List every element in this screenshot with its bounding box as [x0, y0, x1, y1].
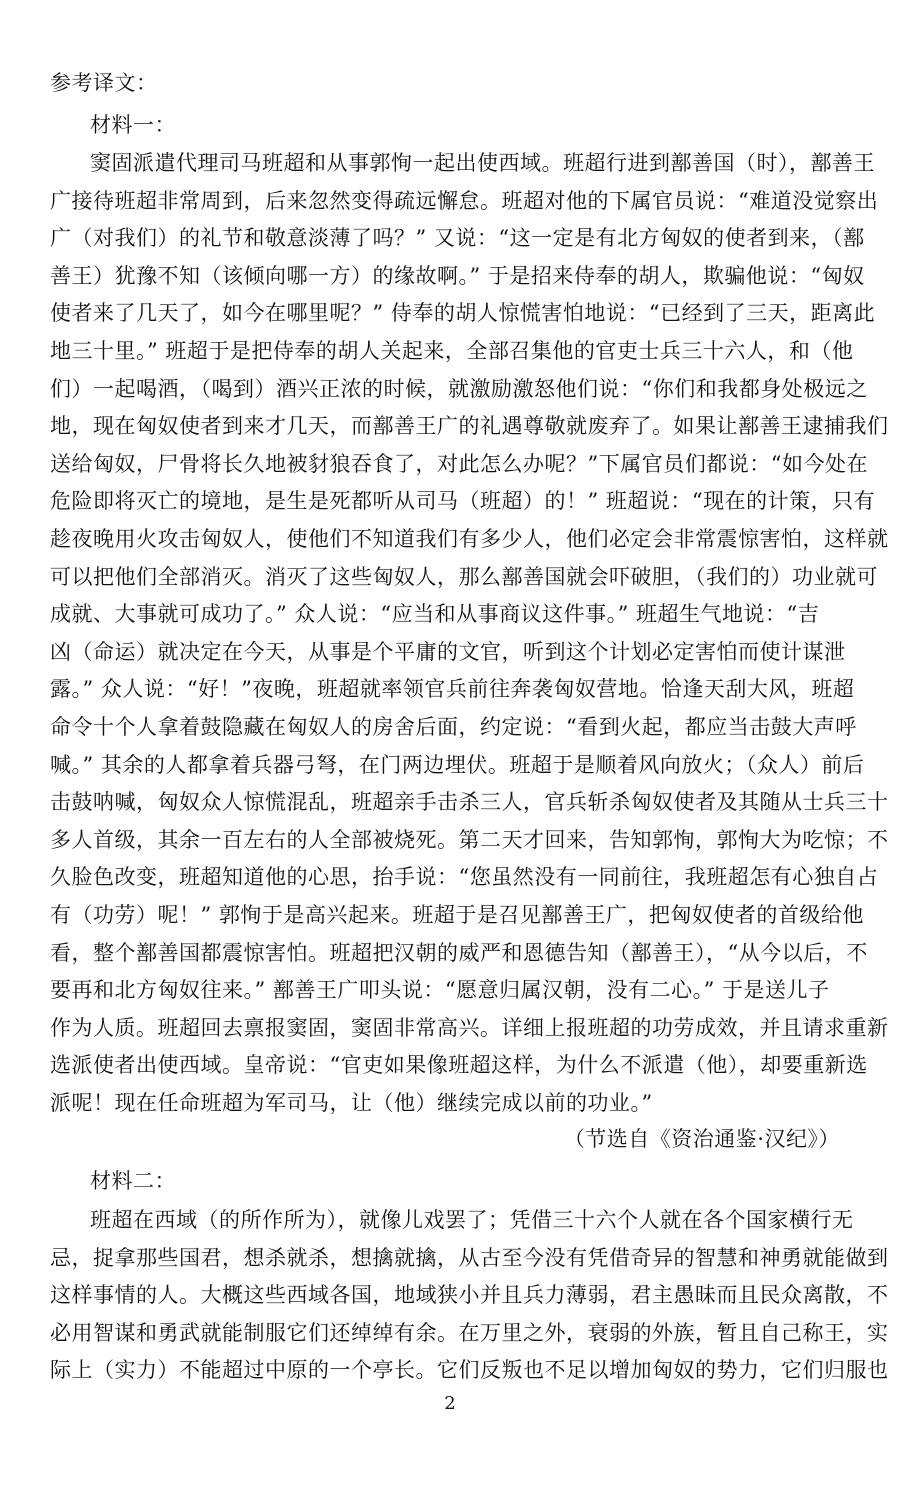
text-line: 班超在西域（的所作所为），就像儿戏罢了；凭借三十六个人就在各个国家横行无 — [90, 1208, 854, 1232]
text-line: 们）一起喝酒，（喝到）酒兴正浓的时候，就激励激怒他们说：“你们和我都身处极远之 — [50, 376, 868, 401]
text-line: 广（对我们）的礼节和敬意淡薄了吗？” 又说：“这一定是有北方匈奴的使者到来，（鄯 — [50, 226, 865, 251]
text-line: 选派使者出使西域。皇帝说：“官吏如果像班超这样，为什么不派遣（他），却要重新选 — [50, 1053, 868, 1078]
text-line: 送给匈奴，尸骨将长久地被豺狼吞食了，对此怎么办呢？”下属官员们都说：“如今处在 — [50, 451, 868, 476]
text-line: 可以把他们全部消灭。消灭了这些匈奴人，那么鄯善国就会吓破胆，（我们的）功业就可 — [50, 564, 878, 589]
text-line: 危险即将灭亡的境地，是生是死都听从司马（班超）的！” 班超说：“现在的计策，只有 — [50, 489, 876, 514]
text-line: 这样事情的人。大概这些西域各国，地域狭小并且兵力薄弱，君主愚昧而且民众离散，不 — [50, 1283, 889, 1308]
text-line: 广接待班超非常周到，后来忽然变得疏远懈怠。班超对他的下属官员说：“难道没觉察出 — [50, 188, 879, 213]
material1-title: 材料一： — [90, 113, 176, 137]
text-line: 善王）犹豫不知（该倾向哪一方）的缘故啊。” 于是招来侍奉的胡人，欺骗他说：“匈奴 — [50, 263, 865, 288]
text-line: 必用智谋和勇武就能制服它们还绰绰有余。在万里之外，衰弱的外族，暂且自己称王，实 — [50, 1320, 889, 1345]
text-line: 击鼓呐喊，匈奴众人惊慌混乱，班超亲手击杀三人，官兵斩杀匈奴使者及其随从士兵三十 — [50, 790, 889, 815]
text-line: 际上（实力）不能超过中原的一个亭长。它们反叛也不足以增加匈奴的势力，它们归服也 — [50, 1358, 889, 1383]
text-line: 看，整个鄯善国都震惊害怕。班超把汉朝的威严和恩德告知（鄯善王），“从今以后，不 — [50, 940, 868, 965]
text-line: 作为人质。班超回去禀报窦固，窦固非常高兴。详细上报班超的功劳成效，并且请求重新 — [50, 1015, 889, 1040]
text-line: 窦固派遣代理司马班超和从事郭恂一起出使西域。班超行进到鄯善国（时），鄯善王 — [90, 151, 875, 175]
material1-source: （节选自《资治通鉴·汉纪》） — [563, 1127, 840, 1151]
material2-title: 材料二： — [90, 1169, 176, 1193]
heading: 参考译文： — [50, 71, 158, 95]
text-line: 多人首级，其余一百左右的人全部被烧死。第二天才回来，告知郭恂，郭恂大为吃惊；不 — [50, 827, 889, 852]
text-line: 命令十个人拿着鼓隐藏在匈奴人的房舍后面，约定说：“看到火起，都应当击鼓大声呼 — [50, 715, 857, 739]
text-line: 成就、大事就可成功了。” 众人说：“应当和从事商议这件事。” 班超生气地说：“吉 — [50, 602, 820, 627]
page-number: 2 — [444, 1393, 456, 1414]
text-line: 要再和北方匈奴往来。” 鄯善王广叩头说：“愿意归属汉朝，没有二心。” 于是送儿子 — [50, 978, 830, 1003]
text-line: 露。” 众人说：“好！”夜晚，班超就率领官兵前往奔袭匈奴营地。恰逢天刮大风，班超 — [50, 677, 855, 702]
text-line: 使者来了几天了，如今在哪里呢？” 侍奉的胡人惊慌害怕地说：“已经到了三天，距离此 — [50, 301, 876, 326]
text-line: 凶（命运）就决定在今天，从事是个平庸的文官，听到这个计划必定害怕而使计谋泄 — [50, 639, 846, 664]
text-line: 地，现在匈奴使者到来才几天，而鄯善王广的礼遇尊敬就废弃了。如果让鄯善王逮捕我们 — [50, 414, 889, 439]
text-line: 忌，捉拿那些国君，想杀就杀，想擒就擒，从古至今没有凭借奇异的智慧和神勇就能做到 — [50, 1245, 889, 1270]
text-line: 地三十里。” 班超于是把侍奉的胡人关起来，全部召集他的官吏士兵三十六人，和（他 — [50, 339, 854, 363]
text-line: 有（功劳）呢！” 郭恂于是高兴起来。班超于是召见鄯善王广，把匈奴使者的首级给他 — [50, 903, 864, 927]
text-line: 喊。” 其余的人都拿着兵器弓弩，在门两边埋伏。班超于是顺着风向放火；（众人）前后 — [50, 752, 865, 777]
text-line: 趁夜晚用火攻击匈奴人，使他们不知道我们有多少人，他们必定会非常震惊害怕，这样就 — [50, 527, 889, 551]
text-line: 派呢！现在任命班超为军司马，让（他）继续完成以前的功业。” — [50, 1091, 653, 1115]
text-line: 久脸色改变，班超知道他的心思，抬手说：“您虽然没有一同前往，我班超怎有心独自占 — [50, 865, 879, 890]
